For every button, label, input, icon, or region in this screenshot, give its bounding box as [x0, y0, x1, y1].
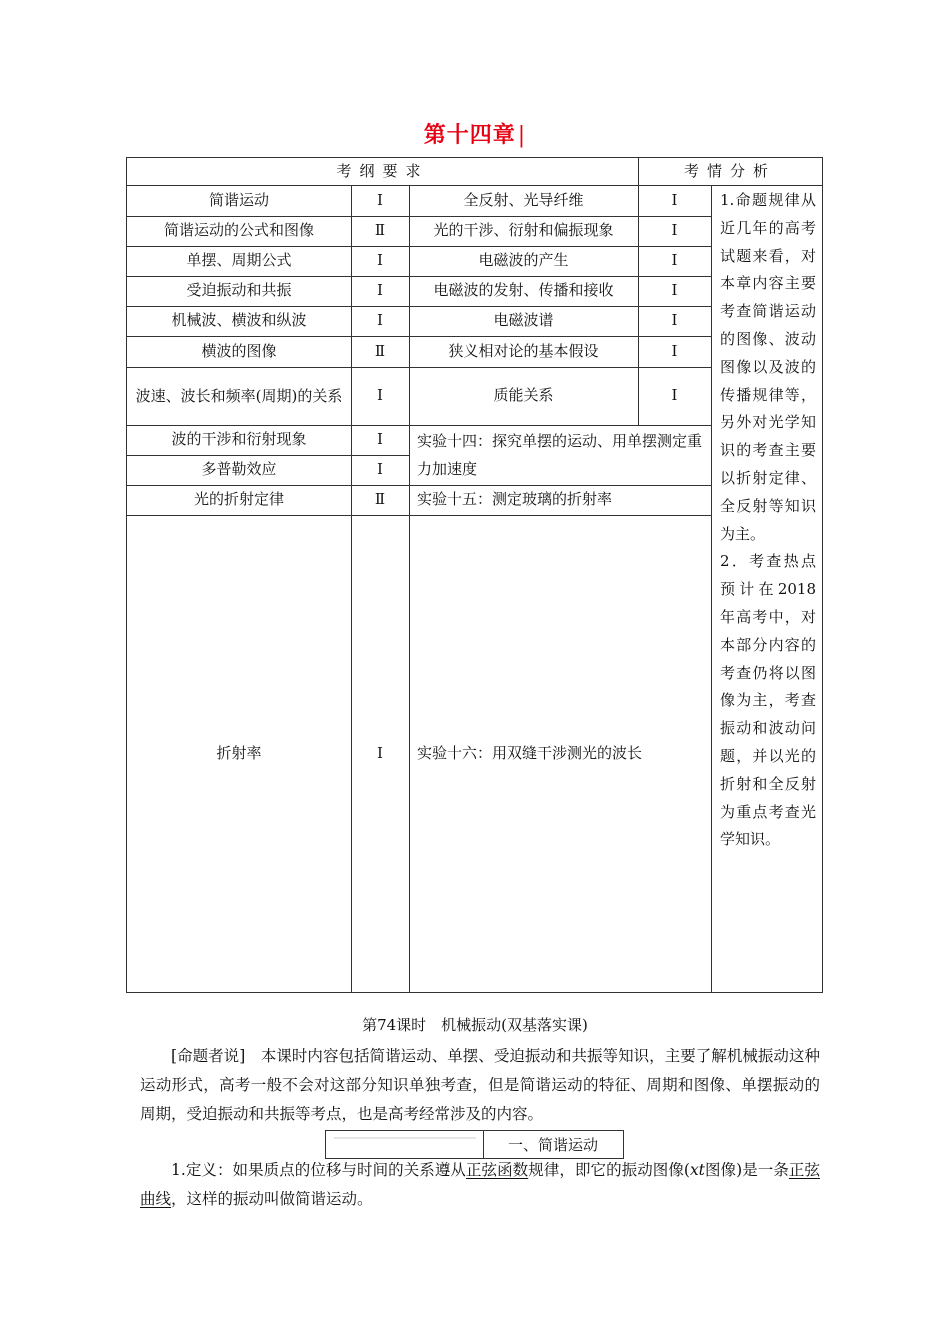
- intro-paragraph: [命题者说] 本课时内容包括简谐运动、单摆、受迫振动和共振等知识，主要了解机械振动这种运动形式，高考一般不会对这部分知识单独考查，但是简谐运动的特征、周期和图像、单摆振动的周期，受迫振动和共振等考点，也是高考经常涉及的内容。: [140, 1047, 820, 1123]
- table-cell-topic: 单摆、周期公式: [186, 251, 292, 270]
- table-cell-topic: 横波的图像: [201, 341, 277, 360]
- section-heading: 一、简谐运动: [507, 1136, 598, 1154]
- table-cell-topic: 光的折射定律: [193, 490, 284, 509]
- definition-paragraph: 1.定义：如果质点的位移与时间的关系遵从正弦函数规律，即它的振动图像(xt图像)是一条正弦曲线，这样的振动叫做简谐运动。: [140, 1161, 820, 1208]
- table-cell-level: Ⅰ: [377, 251, 383, 270]
- analysis-paragraph: 2．考查热点预计在2018年高考中，对本部分内容的考查仍将以图像为主，考查振动和波动问题，并以光的折射和全反射为重点考查光学知识。: [720, 552, 816, 849]
- table-cell-level: Ⅰ: [671, 311, 678, 330]
- table-cell-level: Ⅰ: [671, 341, 678, 360]
- table-cell-level: Ⅰ: [671, 190, 678, 209]
- table-cell-topic: 受迫振动和共振: [186, 281, 292, 300]
- variable-xt: xt: [689, 1161, 705, 1179]
- exam-analysis-text: [714, 185, 820, 854]
- chapter-title: 第十四章|: [423, 122, 527, 148]
- table-cell-level: Ⅰ: [671, 386, 678, 405]
- section-heading-box: [325, 1130, 624, 1159]
- table-cell-experiment: 实验十四：探究单摆的运动、用单摆测定重力加速度: [417, 432, 703, 478]
- table-cell-topic: 质能关系: [493, 386, 554, 405]
- table-cell-topic: 电磁波谱: [493, 311, 554, 330]
- table-cell-level: Ⅱ: [374, 221, 386, 240]
- table-cell-level: Ⅰ: [377, 460, 383, 479]
- table-cell-experiment: 实验十六：用双缝干涉测光的波长: [417, 743, 643, 762]
- table-cell-experiment: 实验十五：测定玻璃的折射率: [417, 490, 613, 509]
- table-cell-topic: 折射率: [216, 743, 262, 762]
- table-cell-level: Ⅰ: [377, 190, 383, 209]
- table-cell-topic: 简谐运动: [208, 190, 269, 209]
- table-cell-topic: 狭义相对论的基本假设: [448, 341, 599, 360]
- lesson-title: 第74课时 机械振动(双基落实课): [362, 1016, 588, 1034]
- faint-rule: [334, 1137, 476, 1139]
- table-cell-topic: 光的干涉、衍射和偏振现象: [433, 221, 614, 240]
- table-cell-topic: 波的干涉和衍射现象: [171, 430, 307, 449]
- underlined-term: 正弦曲线: [140, 1161, 820, 1208]
- underlined-term: 正弦函数: [465, 1161, 529, 1179]
- table-cell-level: Ⅰ: [377, 743, 383, 762]
- table-cell-topic: 全反射、光导纤维: [463, 190, 584, 209]
- exam-requirements-table: [126, 157, 823, 993]
- header-analysis: 考情分析: [683, 161, 776, 180]
- table-cell-level: Ⅱ: [374, 490, 386, 509]
- table-cell-topic: 简谐运动的公式和图像: [163, 221, 314, 240]
- table-cell-level: Ⅰ: [377, 281, 383, 300]
- table-cell-topic: 电磁波的发射、传播和接收: [433, 281, 614, 300]
- table-cell-level: Ⅰ: [671, 221, 678, 240]
- analysis-paragraph: 1.命题规律从近几年的高考试题来看，对本章内容主要考查简谐运动的图像、波动图像以及波的传播规律等，另外对光学知识的考查主要以折射定律、全反射等知识为主。: [720, 191, 816, 543]
- table-cell-level: Ⅰ: [377, 430, 383, 449]
- table-cell-level: Ⅱ: [374, 341, 386, 360]
- table-cell-topic: 机械波、横波和纵波: [171, 311, 307, 330]
- table-cell-topic: 电磁波的产生: [478, 251, 569, 270]
- header-requirements: 考纲要求: [336, 161, 429, 180]
- table-cell-topic: 波速、波长和频率(周期)的关系: [135, 386, 343, 405]
- table-cell-level: Ⅰ: [671, 251, 678, 270]
- table-cell-level: Ⅰ: [671, 281, 678, 300]
- table-cell-level: Ⅰ: [377, 386, 383, 405]
- table-cell-topic: 多普勒效应: [201, 460, 277, 479]
- table-cell-level: Ⅰ: [377, 311, 383, 330]
